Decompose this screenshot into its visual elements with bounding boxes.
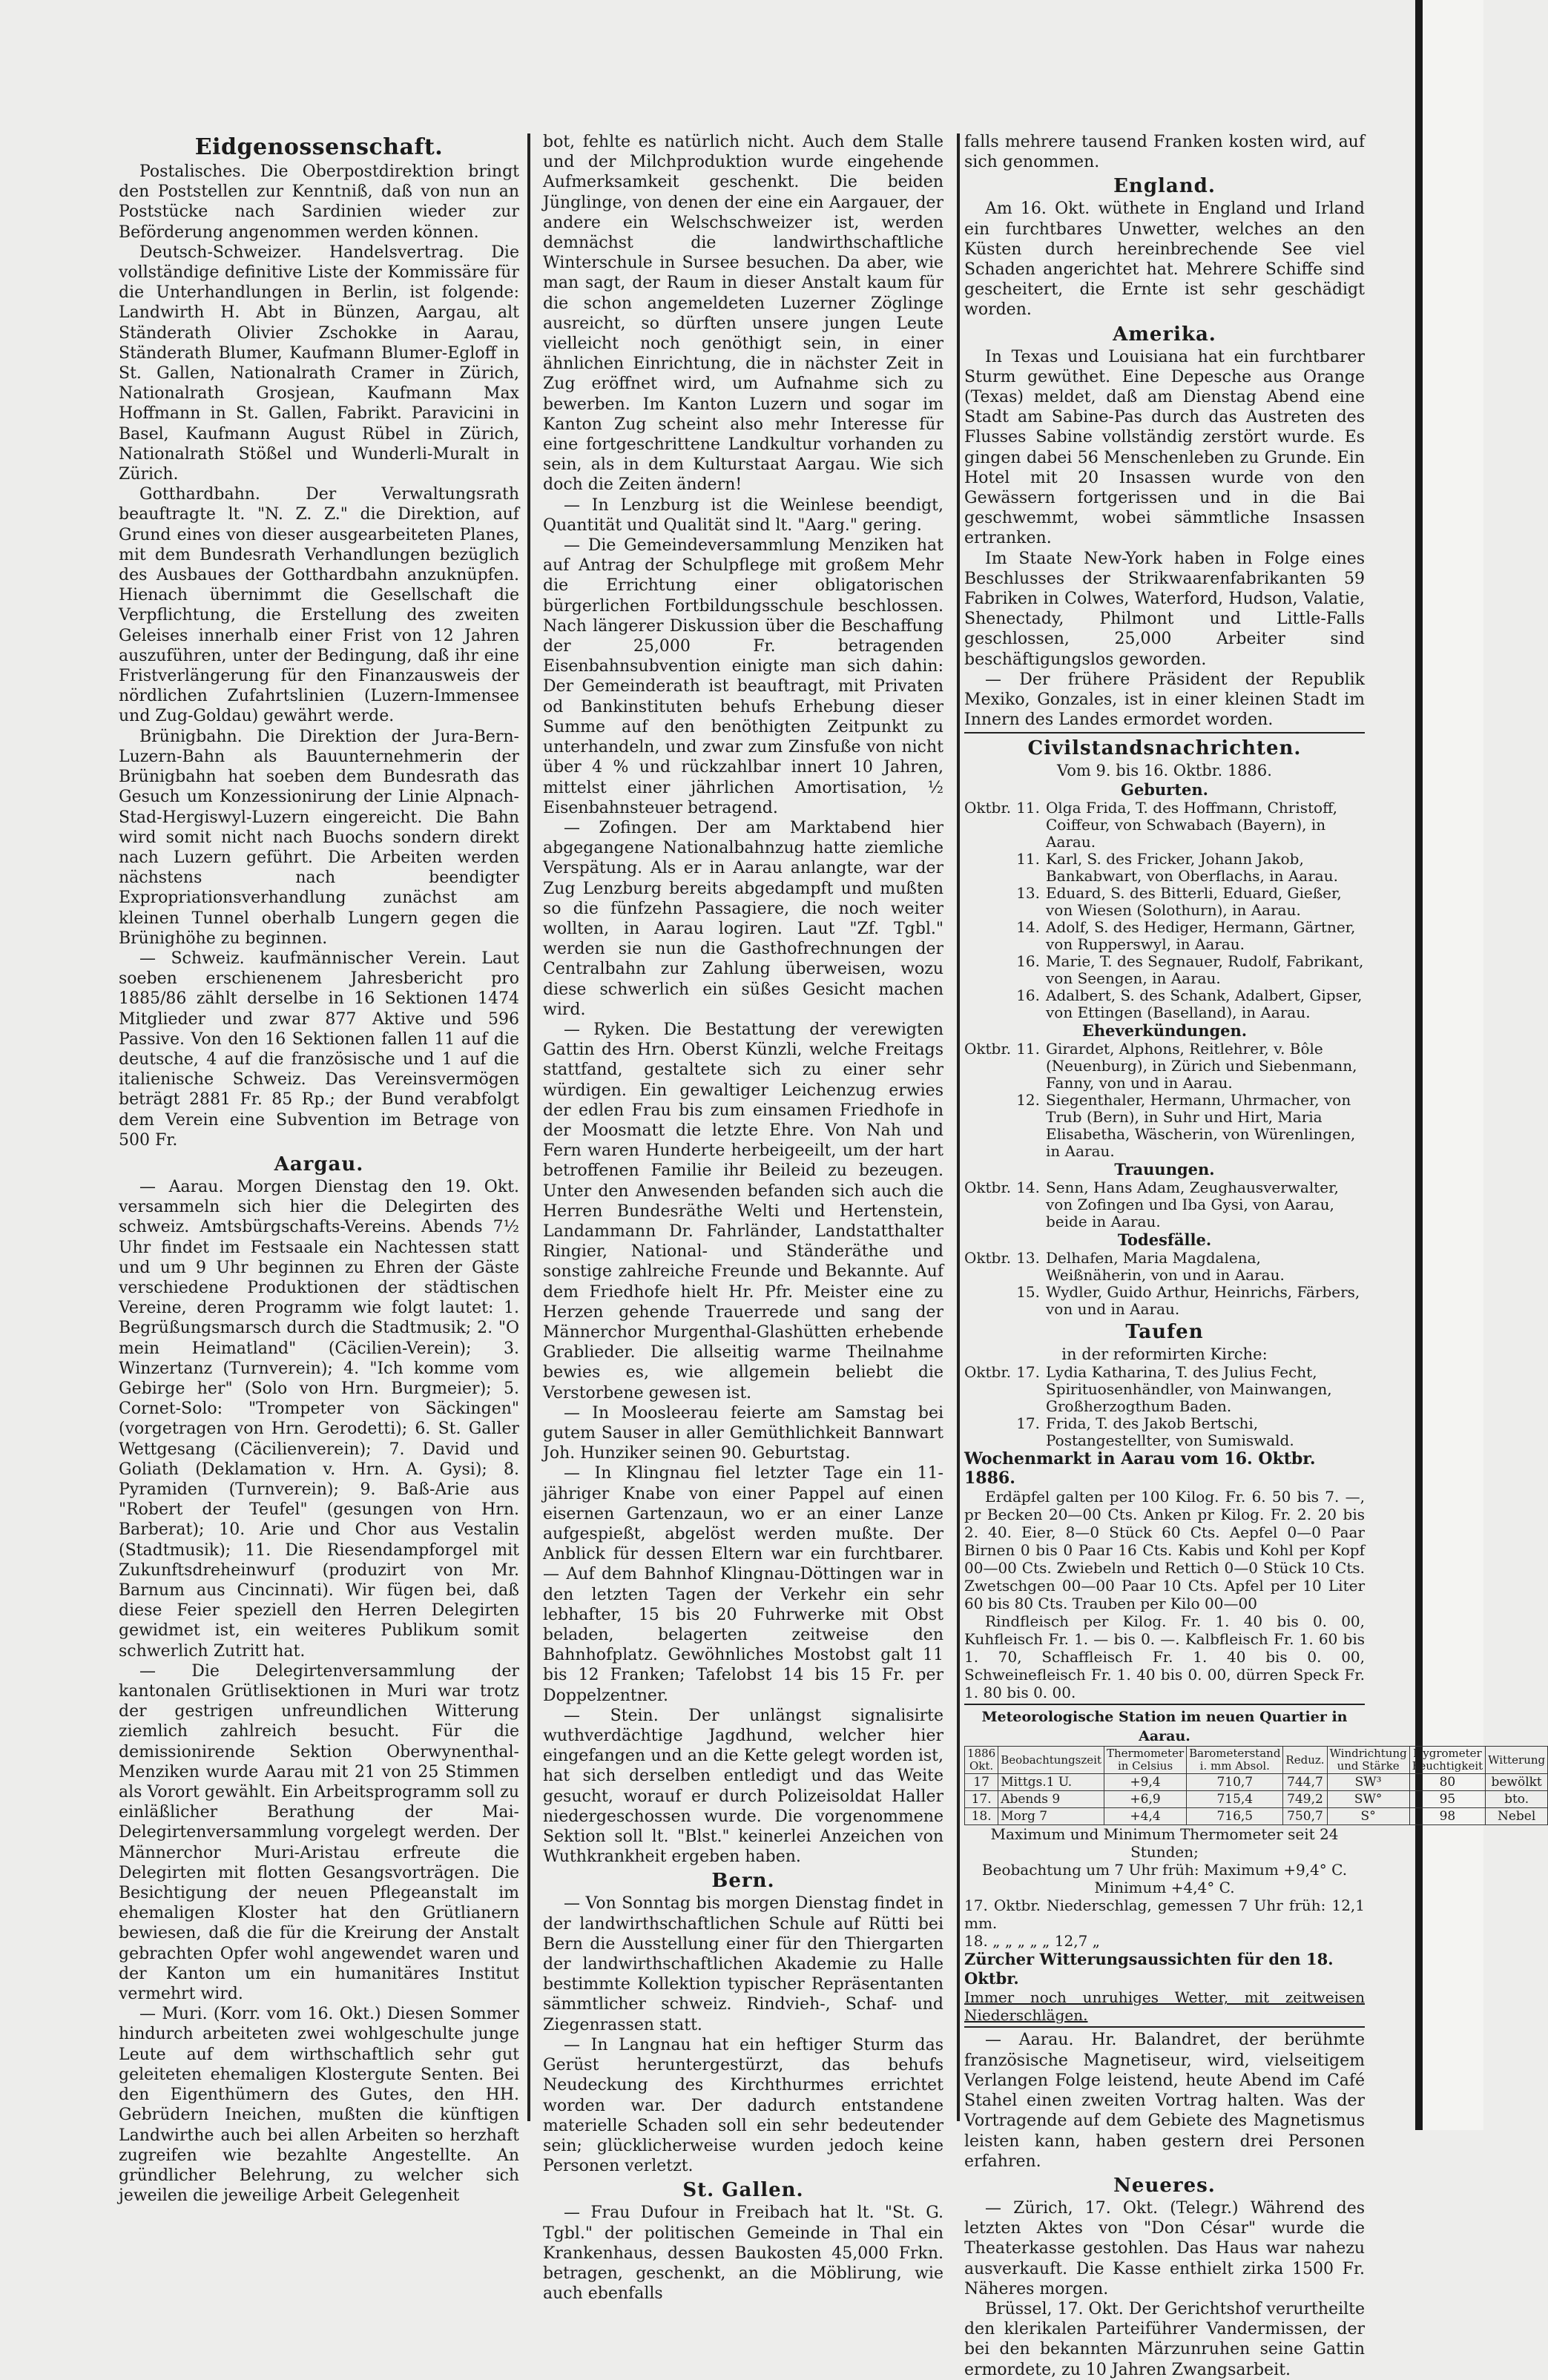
column-rule-2: [957, 133, 960, 2121]
witterung-text: Immer noch unruhiges Wetter, mit zeitweisen Niederschlägen.: [964, 1988, 1365, 2025]
list-item: 11. Karl, S. des Fricker, Johann Jakob, Bankabwart, von Oberflachs, in Aarau.: [1016, 850, 1338, 886]
article-menziken: — Die Gemeindeversammlung Menziken hat auf Antrag der Schulpflege mit großem Mehr die Errichtung einer obligatorischen bürgerlichen Fortbildungsschule beschlossen. Nach längerer Diskussion über die Beschaffung der 25,000 Fr. betragenden Eisenbahnsubvention einigte man sich dahin: Der Gemeinderath ist beauftragt, mit Privaten od Bankinstituten behufs Erhebung dieser Summe auf den benöthigten Zeitpunkt zu unterhandeln, und zwar zum Zinsfuße von nicht über 4 % und rückzahlbar innert 10 Jahren, mittelst einer jährlichen Amortisation, ½ Eisenbahnsteuer betragend.: [543, 536, 943, 817]
article-bruessel: Brüssel, 17. Okt. Der Gerichtshof verurtheilte den klerikalen Parteiführer Vandermissen, der bei den bekannten Märzunruhen seine Gattin ermordete, zu 10 Jahren Zwangsarbeit.: [964, 2299, 1365, 2379]
subsection-geburten: Geburten.: [1121, 780, 1208, 800]
divider: [964, 1704, 1365, 1705]
list-item: 16. Marie, T. des Segnauer, Rudolf, Fabrikant, von Seengen, in Aarau.: [1016, 952, 1364, 988]
list-item: 13. Eduard, S. des Bitterli, Eduard, Gießer, von Wiesen (Solothurn), in Aarau.: [1016, 884, 1342, 920]
subsection-trauungen: Trauungen.: [1114, 1160, 1215, 1179]
header-cell: Witterung: [1486, 1747, 1548, 1774]
article-lenzburg: — In Lenzburg ist die Weinlese beendigt, Quantität und Qualität sind lt. "Aarg." gering.: [543, 495, 943, 535]
article-bruenigbahn: Brünigbahn. Die Direktion der Jura-Bern-Luzern-Bahn als Bauunternehmerin der Brünigbahn hat soeben dem Bundesrath das Gesuch um Konzessionirung der Linie Alpnach-Stad-Hergiswyl-Luzern eingereicht. Die Bahn wird somit nicht nach Buochs sondern direkt nach Luzern geführt. Die Arbeiten werden nächstens nach beendigter Expropriationsverhandlung zunächst am kleinen Tunnel oberhalb Lungern gegen die Brünighöhe zu beginnen.: [119, 727, 519, 948]
header-cell: Windrichtung und Stärke: [1327, 1747, 1409, 1774]
divider: [964, 2026, 1365, 2028]
list-item: Oktbr. 14. Senn, Hans Adam, Zeughausverwalter, von Zofingen und Iba Gysi, von Aarau, beide in Aarau.: [964, 1179, 1339, 1231]
civilstand-dates: Vom 9. bis 16. Oktbr. 1886.: [1057, 762, 1272, 780]
header-cell: Barometerstand i. mm Absol.: [1187, 1747, 1283, 1774]
meteo-title: Meteorologische Station im neuen Quartier in Aarau.: [981, 1709, 1348, 1745]
witterung-title: Zürcher Witterungsaussichten für den 18. Oktbr.: [964, 1950, 1334, 1988]
article-ruetti: — Von Sonntag bis morgen Dienstag findet in der landwirthschaftlichen Schule auf Rütti bei Bern die Ausstellung einer für den Thiergarten der landwirthschaftlichen Akademie zu Halle bestimmte Kollektion typischer Repräsentanten sämmtlicher schweiz. Rindvieh-, Schaf- und Ziegenrassen statt.: [543, 1894, 943, 2034]
list-item: Oktbr. 13. Delhafen, Maria Magdalena, Weißnäherin, von und in Aarau.: [964, 1249, 1285, 1285]
list-trauungen: [964, 1179, 1365, 1230]
article-moosleerau: — In Moosleerau feierte am Samstag bei gutem Sauser in aller Gemüthlichkeit Bannwart Joh. Hunziker seinen 90. Geburtstag.: [543, 1403, 943, 1463]
article-kaufm-verein: — Schweiz. kaufmännischer Verein. Laut soeben erschienenem Jahresbericht pro 1885/86 zählt derselbe in 16 Sektionen 1474 Mitglieder und zwar 877 Aktive und 596 Passive. Von den 16 Sektionen fallen 11 auf die deutsche, 4 auf die französische und 1 auf die italienische Schweiz. Das Vereinsvermögen beträgt 2881 Fr. 85 Rp.; der Bund verabfolgt dem Verein eine Subvention im Betrage von 500 Fr.: [119, 949, 519, 1150]
taufen-subtitle: in der reformirten Kirche:: [1061, 1345, 1268, 1364]
article-postalisches: Postalisches. Die Oberpostdirektion bringt den Poststellen zur Kenntniß, daß von nun an Poststücke nach Sardinien wieder zur Beförderung angenommen werden können.: [119, 162, 519, 242]
section-title-taufen: Taufen: [1125, 1321, 1204, 1344]
header-cell: Hygrometer Feuchtigkeit: [1409, 1747, 1485, 1774]
list-item: Oktbr. 17. Lydia Katharina, T. des Julius Fecht, Spirituosenhändler, von Mainwangen, Großherzogthum Baden.: [964, 1363, 1332, 1416]
list-item: 12. Siegenthaler, Hermann, Uhrmacher, von Trub (Bern), in Suhr und Hirt, Maria Elisabetha, Wäscherin, von Würenlingen, in Aarau.: [1016, 1091, 1356, 1161]
article-texas: In Texas und Louisiana hat ein furchtbarer Sturm gewüthet. Eine Depesche aus Orange (Texas) meldet, daß am Dienstag Abend eine Stadt am Sabine-Pas durch das Austreten des Flusses Sabine vollständig zerstört wurde. Es gingen dabei 56 Menschenleben zu Grunde. Ein Hotel mit 20 Insassen wurde von den Gewässern fortgerissen und in die Bai geschwemmt, wobei sämmtliche Insassen ertranken.: [964, 347, 1365, 548]
column-3: [964, 132, 1546, 2379]
section-title-england: England.: [1113, 175, 1216, 198]
article-handelsvertrag: Deutsch-Schweizer. Handelsvertrag. Die vollständige definitive Liste der Kommissäre für die Unterhandlungen in Berlin, ist folgende: Landwirth H. Abt in Bünzen, Aargau, alt Ständerath Olivier Zschokke in Aarau, Ständerath Blumer, Kaufmann Blumer-Egloff in St. Gallen, Nationalrath Cramer in Zürich, Nationalrath Grosjean, Kaufmann Max Hoffmann in St. Gallen, Fabrikt. Paravicini in Basel, Kaufmann August Rübel in Zürich, Nationalrath Stößel und Wunderli-Muralt in Zürich.: [119, 243, 519, 484]
article-new-york: Im Staate New-York haben in Folge eines Beschlusses der Strikwaarenfabrikanten 59 Fabriken in Colwes, Waterford, Hudson, Valatie, Shenectady, Philmont und Little-Falls geschlossen, 25,000 Arbeiter sind beschäftigungslos geworden.: [964, 549, 1365, 669]
list-item: 16. Adalbert, S. des Schank, Adalbert, Gipser, von Ettingen (Baselland), in Aarau.: [1016, 986, 1363, 1022]
article-gotthardbahn: Gotthardbahn. Der Verwaltungsrath beauftragte lt. "N. Z. Z." die Direktion, auf Grund eines von dieser ausgearbeiteten Planes, mit dem Bundesrath Verhandlungen bezüglich des Ausbaues der Gotthardbahn anzuknüpfen. Hienach übernimmt die Gesellschaft die Verpflichtung, die Erstellung des zweiten Geleises innerhalb einer Frist von 12 Jahren auszuführen, unter der Bedingung, daß ihr eine Fristverlängerung für den Finanzausweis der nördlichen Zufahrtslinien (Luzern-Immensee und Zug-Goldau) gewährt werde.: [119, 485, 519, 726]
table-row: 18. Morg 7 +4,4 716,5 750,7 S° 98 Nebel: [965, 1808, 1548, 1825]
section-title-neueres: Neueres.: [1113, 2174, 1216, 2197]
table-row: 17 Mittgs.1 U. +9,4 710,7 744,7 SW³ 80 bewölkt: [965, 1774, 1548, 1791]
divider: [964, 732, 1365, 734]
list-item: 15. Wydler, Guido Arthur, Heinrichs, Färbers, von und in Aarau.: [1016, 1283, 1360, 1319]
column-1: [119, 132, 519, 2206]
list-item: Oktbr. 11. Girardet, Alphons, Reitlehrer, v. Bôle (Neuenburg), in Zürich und Siebenmann, Fanny, von und in Aarau.: [964, 1040, 1357, 1092]
section-title-aargau: Aargau.: [274, 1153, 364, 1176]
table-row: 17. Abends 9 +6,9 715,4 749,2 SW° 95 bto.: [965, 1791, 1548, 1808]
article-muri: — Muri. (Korr. vom 16. Okt.) Diesen Sommer hindurch arbeiteten zwei wohlgeschulte junge Leute auf dem wirthschaftlich sehr gut geleiteten ehemaligen Klostergute Senten. Bei den Eigenthümern des Gutes, den HH. Gebrüdern Ineichen, mußten die künftigen Landwirthe auch bei allen Arbeiten so herzhaft zugreifen wie bezahlte Angestellte. An gründlicher Belehrung, zu welcher sich jeweilen die jeweilige Arbeit Gelegenheit: [119, 2005, 519, 2206]
article-gonzales: — Der frühere Präsident der Republik Mexiko, Gonzales, ist in einer kleinen Stadt im Innern des Landes ermordet worden.: [964, 670, 1365, 730]
table-header-row: [965, 1747, 1548, 1774]
article-stein: — Stein. Der unlängst signalisirte wuthverdächtige Jagdhund, welcher hier eingefangen und an die Kette gelegt worden ist, hat sich derselben entledigt und das Weite gesucht, worauf er durch Polizeisoldat Haller niedergeschossen wurde. Die vorgenommene Sektion soll lt. "Blst." keinerlei Anzeichen von Wuthkrankheit ergeben haben.: [543, 1706, 943, 1867]
section-title-bern: Bern.: [711, 1870, 775, 1893]
header-cell: Beobachtungszeit: [998, 1747, 1104, 1774]
list-todesfaelle: [964, 1250, 1365, 1318]
meteo-note: Maximum und Minimum Thermometer seit 24 Stunden;: [990, 1825, 1339, 1862]
article-zofingen: — Zofingen. Der am Marktabend hier abgegangene Nationalbahnzug hatte ziemliche Verspätung. Als er in Aarau anlangte, war der Zug Lenzburg bereits abgedampft und mußten so die fünfzehn Passagiere, die noch weiter wollten, in Aarau logiren. Laut "Zf. Tgbl." werden sie nun die Gasthofrechnungen der Centralbahn zur Zahlung überweisen, wozu diese schwerlich ein süßes Gesicht machen wird.: [543, 818, 943, 1019]
article-klingnau: — In Klingnau fiel letzter Tage ein 11-jähriger Knabe von einer Pappel auf einen eisernen Gartenzaun, wo er an einer Lanze aufgespießt, abgelöst werden mußte. Der Anblick für dessen Eltern war ein furchtbarer. — Auf dem Bahnhof Klingnau-Döttingen war in den letzten Tagen der Verkehr ein sehr lebhafter, 15 bis 20 Fuhrwerke mit Obst beladen, belagerten zeitweise den Bahnhofplatz. Gewöhnliches Mostobst galt 11 bis 12 Franken; Tafelobst 14 bis 15 Fr. per Doppelzentner.: [543, 1464, 943, 1705]
list-item: 17. Frida, T. des Jakob Bertschi, Postangestellter, von Sumiswald.: [1016, 1414, 1294, 1450]
header-cell: Reduz.: [1283, 1747, 1327, 1774]
section-title-st-gallen: St. Gallen.: [682, 2179, 804, 2202]
section-title-amerika: Amerika.: [1113, 323, 1216, 346]
meteo-note: Minimum +4,4° C.: [1094, 1879, 1235, 1897]
article-zuerich: — Zürich, 17. Okt. (Telegr.) Während des letzten Aktes von "Don César" wurde die Theaterkasse gestohlen. Das Haus war nahezu ausverkauft. Die Kasse enthielt zirka 1500 Fr. Näheres morgen.: [964, 2198, 1365, 2298]
column-2: [543, 132, 943, 2304]
fleisch-preise: Rindfleisch per Kilog. Fr. 1. 40 bis 0. 00, Kuhfleisch Fr. 1. — bis 0. —. Kalbfleisch Fr. 1. 60 bis 1. 70, Schaffleisch Fr. 1. 40 bis 0. 00, Schweinefleisch Fr. 1. 40 bis 0. 00, dürren Speck Fr. 1. 80 bis 0. 00.: [964, 1612, 1365, 1702]
list-taufen: [964, 1364, 1365, 1449]
header-cell: 1886 Okt.: [965, 1747, 998, 1774]
section-title-civilstand: Civilstandsnachrichten.: [1027, 737, 1302, 760]
article-ryken: — Ryken. Die Bestattung der verewigten Gattin des Hrn. Oberst Künzli, welche Freitags stattfand, gestaltete sich zu einer sehr würdigen. Ein gewaltiger Leichenzug erwies der edlen Frau bis zum einsamen Friedhofe in der Moosmatt die letzte Ehre. Von Nah und Fern waren Hunderte herbeigeeilt, um der hart betroffenen Familie ihr Beileid zu bezeugen. Unter den Anwesenden befanden sich auch die Herren Bundesräthe Welti und Hertenstein, Landammann Dr. Fahrländer, Landstatthalter Ringier, National- und Ständeräthe und sonstige zahlreiche Freunde und Bekannte. Auf dem Friedhofe hielt Hr. Pfr. Meister eine zu Herzen gehende Trauerrede und sang der Männerchor Murgenthal-Glashütten erhebende Grablieder. Die allseitig warme Theilnahme bewies es, wie allgemein beliebt die Verstorbene gewesen ist.: [543, 1020, 943, 1402]
list-item: 14. Adolf, S. des Hediger, Hermann, Gärtner, von Rupperswyl, in Aarau.: [1016, 918, 1356, 954]
article-balandret: — Aarau. Hr. Balandret, der berühmte französische Magnetiseur, wird, vielseitigem Verlangen Folge leistend, heute Abend im Café Stahel einen zweiten Vortrag halten. Was der Vortragende auf dem Gebiete des Magnetismus leisten kann, haben gestern drei Personen erfahren.: [964, 2031, 1365, 2171]
article-england-storm: Am 16. Okt. wüthete in England und Irland ein furchtbares Unwetter, welches an den Küsten durch hereinbrechende See viel Schaden angerichtet hat. Mehrere Schiffe sind gescheitert, die Ernte ist sehr geschädigt worden.: [964, 200, 1365, 320]
article-thal-continued: falls mehrere tausend Franken kosten wird, auf sich genommen.: [964, 133, 1365, 172]
subsection-todesfaelle: Todesfälle.: [1117, 1230, 1212, 1250]
header-cell: Thermometer in Celsius: [1104, 1747, 1186, 1774]
meteo-note: 17. Oktbr. Niederschlag, gemessen 7 Uhr früh: 12,1 mm.: [964, 1896, 1365, 1933]
list-eheverkuendungen: [964, 1041, 1365, 1160]
section-title-eidgenossenschaft: Eidgenossenschaft.: [194, 134, 444, 160]
meteo-note: Beobachtung um 7 Uhr früh: Maximum +9,4° C.: [981, 1861, 1348, 1879]
meteo-table: [964, 1746, 1548, 1825]
list-geburten: [964, 800, 1365, 1021]
subsection-eheverkuendungen: Eheverkündungen.: [1081, 1021, 1248, 1041]
wochenmarkt-title: Wochenmarkt in Aarau vom 16. Oktbr. 1886.: [964, 1449, 1316, 1489]
column-rule-1: [527, 133, 530, 2121]
article-thal: — Frau Dufour in Freibach hat lt. "St. G. Tgbl." der politischen Gemeinde in Thal ein Krankenhaus, dessen Baukosten 45,000 Frkn. betragen, geschenkt, an die Möblirung, wie auch ebenfalls: [543, 2203, 943, 2304]
article-langnau: — In Langnau hat ein heftiger Sturm das Gerüst heruntergestürzt, das behufs Neudeckung des Kirchthurmes errichtet worden war. Der dadurch entstandene materielle Schaden soll ein sehr bedeutender sein; glücklicherweise wurden jedoch keine Personen verletzt.: [543, 2035, 943, 2176]
wochenmarkt-text: Erdäpfel galten per 100 Kilog. Fr. 6. 50 bis 7. —, pr Becken 20—00 Cts. Anken pr Kilog. Fr. 2. 20 bis 2. 40. Eier, 8—0 Stück 60 Cts. Aepfel 0—0 Paar Birnen 0 bis 0 Paar 16 Cts. Kabis und Kohl per Kopf 00—00 Cts. Zwiebeln und Rettich 0—0 Stück 10 Cts. Zwetschgen 00—00 Paar 10 Cts. Apfel per 10 Liter 60 bis 80 Cts. Trauben per Kilo 00—00: [964, 1488, 1365, 1613]
article-aarau-delegirte: — Aarau. Morgen Dienstag den 19. Okt. versammeln sich hier die Delegirten des schweiz. Amtsbürgschafts-Vereins. Abends 7½ Uhr findet im Festsaale ein Nachtessen statt und um 9 Uhr beginnen zu Ehren der Gäste verschiedene Produktionen der städtischen Vereine, deren Programm wie folgt lautet: 1. Begrüßungsmarsch durch die Stadtmusik; 2. "O mein Heimatland" (Cäcilien-Verein); 3. Winzertanz (Turnverein); 4. "Ich komme vom Gebirge her" (Solo von Hrn. Burgmeier); 5. Cornet-Solo: "Trompeter von Säckingen" (vorgetragen von Hrn. Gerodetti); 6. St. Galler Wettgesang (Cäcilienverein); 7. David und Goliath (Deklamation v. Hrn. A. Gysi); 8. Pyramiden (Turnverein); 9. Baß-Arie aus "Robert der Teufel" (gesungen von Hrn. Barberat); 10. Arie und Chor aus Vestalin (Stadtmusik); 11. Die Riesendampforgel mit Zukunftsdreheinwurf (produzirt von Mr. Barnum aus Cincinnati). Wir fügen bei, daß diese Feier speziell den Herren Delegirten gewidmet ist, ein weiteres Publikum somit schwerlich Zutritt hat.: [119, 1177, 519, 1661]
article-gruetli: — Die Delegirtenversammlung der kantonalen Grütlisektionen in Muri war trotz der gestrigen unfreundlichen Witterung ziemlich zahlreich besucht. Für die demissionirende Sektion Oberwynenthal-Menziken wurde Aarau mit 21 von 25 Stimmen als Vorort gewählt. Ein Arbeitsprogramm soll zu einläßlicher Berathung der Mai-Delegirtenversammlung vorgelegt werden. Der Männerchor Muri-Aristau erfreute die Delegirten mit flotten Gesangsvorträgen. Die Besichtigung der neuen Pflegeanstalt im ehemaligen Kloster hat den Grütlianern bewiesen, daß die für die Kreirung der Anstalt gebrachten Opfer wohl angewendet waren und der Kanton um ein humanitäres Institut vermehrt wird.: [119, 1661, 519, 2004]
meteo-note: 18. „ „ „ „ „ 12,7 „: [964, 1932, 1101, 1951]
list-item: Oktbr. 11. Olga Frida, T. des Hoffmann, Christoff, Coiffeur, von Schwabach (Bayern), in Aarau.: [964, 799, 1337, 851]
article-muri-continued: bot, fehlte es natürlich nicht. Auch dem Stalle und der Milchproduktion wurde eingehende Aufmerksamkeit geschenkt. Die beiden Jünglinge, von denen der eine ein Aargauer, der andere ein Welschschweizer ist, werden demnächst die landwirthschaftliche Winterschule in Sursee besuchen. Da aber, wie man sagt, der Raum in dieser Anstalt kaum für die schon angemeldeten Luzerner Zöglinge ausreicht, so dürften unsere jungen Leute vielleicht noch genöthigt sein, in einer ähnlichen Einrichtung, die in nächster Zeit in Zug eröffnet wird, um Aufnahme sich zu bewerben. Im Kanton Luzern und sogar im Kanton Zug scheint also mehr Interesse für eine fortgeschrittene Landkultur vorhanden zu sein, als in dem Kulturstaat Aargau. Wie sich doch die Zeiten ändern!: [543, 133, 943, 495]
